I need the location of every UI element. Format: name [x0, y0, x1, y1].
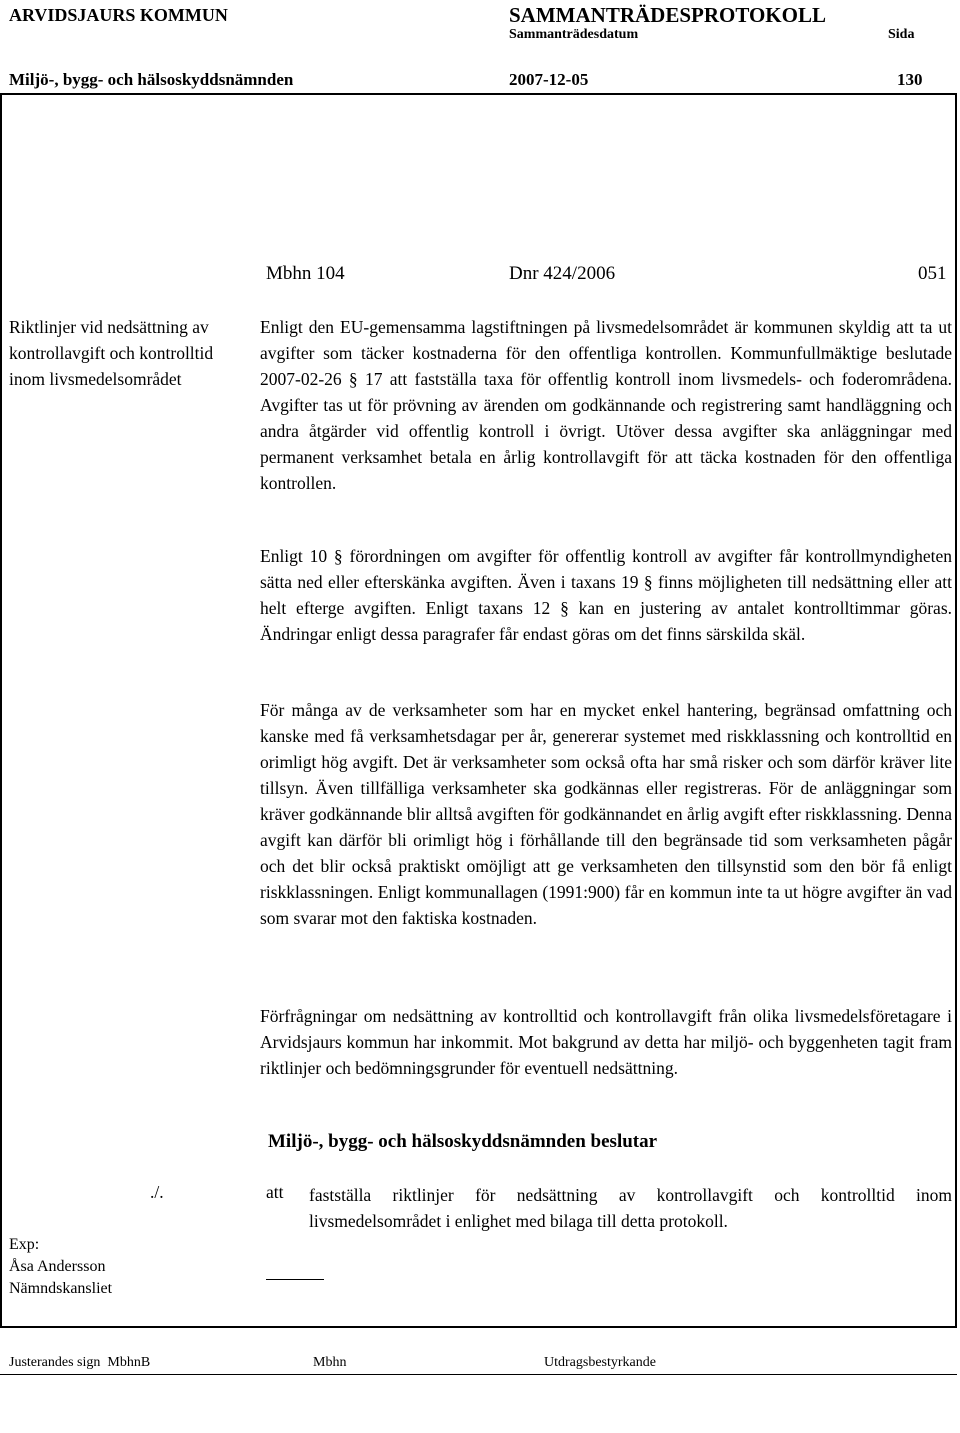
decision-end-line	[266, 1279, 324, 1280]
page-number: 130	[897, 70, 923, 89]
footer-signature: Justerandes sign MbhnB	[9, 1355, 151, 1370]
expedition-block	[9, 1234, 112, 1300]
footer-body: Mbhn	[313, 1355, 347, 1370]
body-paragraph: Enligt den EU-gemensamma lagstiftningen på livsmedelsområdet är kommunen skyldig att ta ut avgifter som täcker kostnaderna för den offentliga kontrollen. Kommunfullmäktige beslutade 2007-02-26 § 17 att fastställa taxa för offentlig kontroll inom livsmedels- och foderområdena. Avgifter tas ut för prövning av ärenden om godkännande och registrering samt handläggning och andra åtgärder vid offentlig kontroll i övrigt. Utöver dessa avgifter ska anläggningar med permanent verksamhet betala en årlig kontrollavgift för att täcka kostnaden för den offentliga kontrollen.	[260, 317, 952, 493]
body-paragraph: Förfrågningar om nedsättning av kontrolltid och kontrollavgift från olika livsmedelsföretagare i Arvidsjaurs kommun har inkommit. Mot bakgrund av detta har miljö- och byggenheten tagit fram riktlinjer och bedömningsgrunder för eventuell nedsättning.	[260, 1006, 952, 1078]
decision-title: Miljö-, bygg- och hälsoskyddsnämnden beslutar	[268, 1131, 658, 1152]
footer-certification: Utdragsbestyrkande	[544, 1355, 656, 1370]
meeting-date-label: Sammanträdesdatum	[509, 27, 639, 42]
item-subject: Riktlinjer vid nedsättning av kontrollavgift och kontrolltid inom livsmedelsområdet	[9, 317, 214, 389]
committee-name: Miljö-, bygg- och hälsoskyddsnämnden	[9, 70, 294, 89]
archive-code: 051	[918, 263, 947, 284]
body-paragraph: För många av de verksamheter som har en mycket enkel hantering, begränsad omfattning och kanske med få verksamhetsdagar per år, genererar systemet med riskklassning och kontrolltid en orimligt hög avgift. Det är verksamheter som också ofta har små risker och som därför kräver lite tillsyn. Även tillfälliga verksamheter ska godkännas eller registreras. För de anläggningar som kräver godkännande blir alltså avgiften för godkännandet en årlig avgift efter riskklassning. Denna avgift kan därför bli orimligt hög i förhållande till den begränsade tid som verksamheten pågår och det blir också praktiskt omöjligt att ge verksamheten den tillsynstid som den bör få enligt riskklassningen. Enligt kommunallagen (1991:900) får en kommun inte ta ut högre avgifter än vad som svarar mot den faktiska kostnaden.	[260, 700, 952, 928]
decision-lead: att	[266, 1182, 284, 1202]
body-paragraph: Enligt 10 § förordningen om avgifter för offentlig kontroll av avgifter får kontrollmyndigheten sätta ned eller efterskänka avgiften. Även i taxans 19 § finns möjligheten till nedsättning eller att helt efterge avgiften. Enligt taxans 12 § kan en justering av antalet kontrolltimmar göras. Ändringar enligt dessa paragrafer får endast göras om det finns särskilda skäl.	[260, 546, 952, 644]
decision-text: fastställa riktlinjer för nedsättning av kontrollavgift och kontrolltid inom livsmedelsområdet i enlighet med bilaga till detta protokoll.	[309, 1185, 952, 1231]
expedition-label: Exp:	[9, 1236, 40, 1253]
case-number: Dnr 424/2006	[509, 263, 616, 284]
reference-mark: ./.	[150, 1182, 164, 1202]
footer-line	[0, 1374, 957, 1375]
expedition-unit: Nämndskansliet	[9, 1280, 113, 1297]
meeting-date: 2007-12-05	[509, 70, 589, 89]
paragraph-number: Mbhn 104	[266, 263, 345, 284]
document-type: SAMMANTRÄDESPROTOKOLL	[509, 3, 826, 27]
organization-name: ARVIDSJAURS KOMMUN	[9, 5, 228, 25]
page-label: Sida	[888, 27, 915, 42]
expedition-name: Åsa Andersson	[9, 1258, 106, 1275]
